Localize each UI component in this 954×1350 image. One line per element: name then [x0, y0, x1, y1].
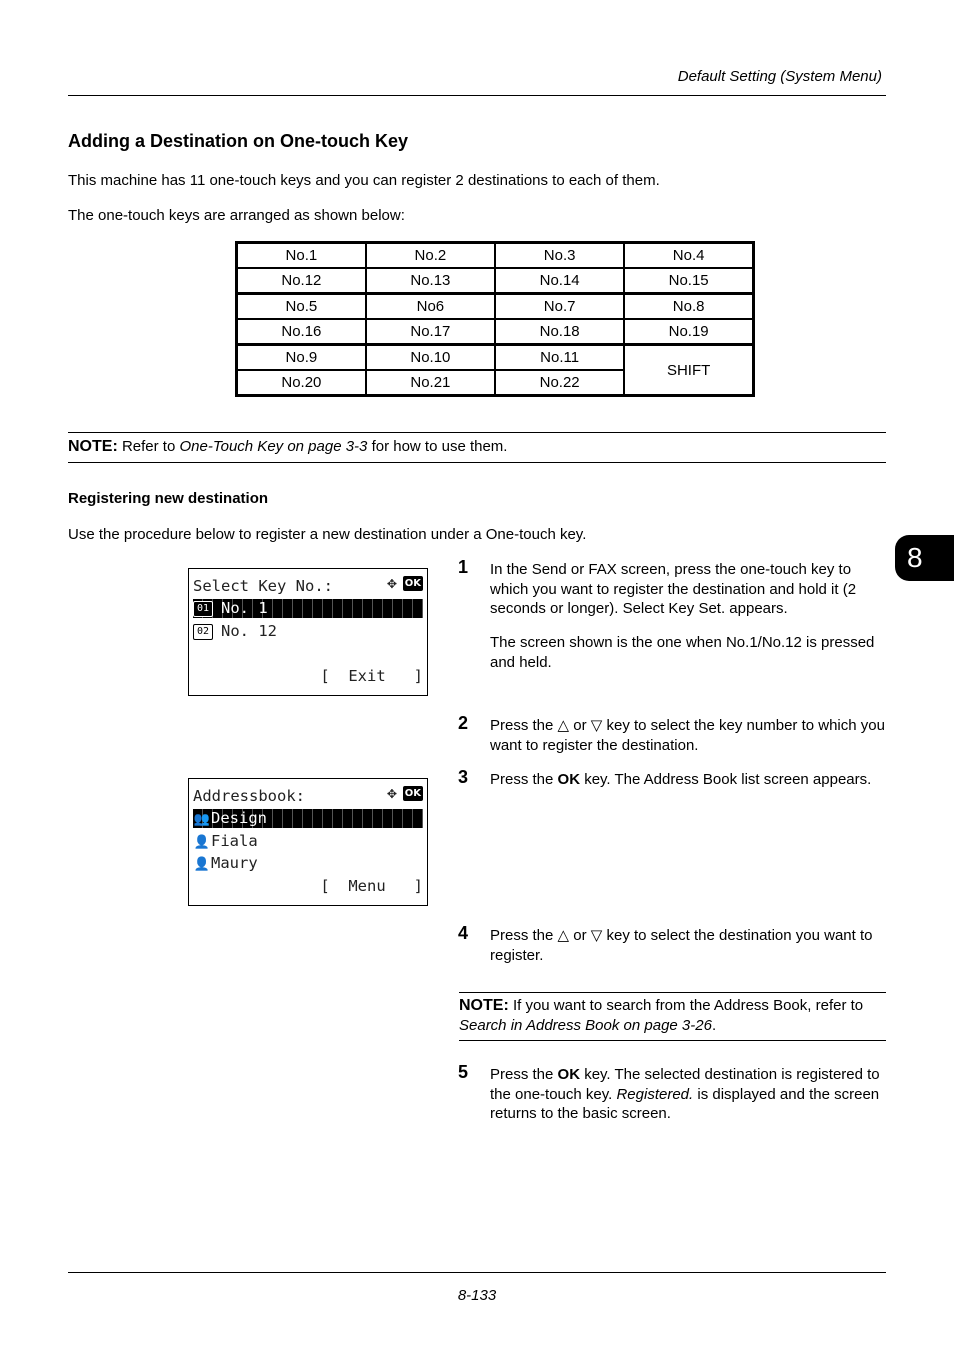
table-cell: No.21 — [366, 370, 495, 396]
step-text: is displayed and the screen returns to the basic screen. — [490, 1085, 880, 1122]
note-text: Refer to — [117, 438, 180, 455]
step-number: 5 — [458, 1062, 469, 1082]
list-item — [193, 599, 423, 618]
list-item-label: No. 1 — [221, 599, 268, 617]
down-key-icon: ▽ — [590, 927, 603, 944]
list-item-label: Design — [211, 809, 267, 827]
step-text: or — [569, 927, 591, 944]
table-cell: No.7 — [495, 294, 624, 320]
step-3-text — [490, 770, 886, 790]
step-text: Press the — [490, 717, 558, 734]
ok-key-label: OK — [557, 1066, 581, 1083]
list-item-label: Maury — [211, 854, 258, 872]
subsection-intro: Use the procedure below to register a new destination under a One-touch key. — [68, 526, 587, 543]
key-number-badge: 02 — [193, 624, 213, 640]
step-4-text — [490, 926, 886, 965]
table-cell: No.4 — [624, 243, 753, 269]
note-label: NOTE: — [68, 438, 118, 455]
chapter-tab: 8 — [895, 535, 954, 581]
list-item-label: Fiala — [211, 832, 258, 850]
ok-icon: OK — [404, 577, 421, 589]
ok-icon: OK — [404, 787, 421, 799]
note-refer-one-touch — [68, 437, 507, 457]
table-cell: No.1 — [237, 243, 366, 269]
note-label: NOTE: — [459, 997, 509, 1014]
ok-key-label: OK — [557, 771, 581, 788]
table-cell: No.19 — [624, 319, 753, 345]
table-cell: No.3 — [495, 243, 624, 269]
exit-softkey: [ Exit ] — [320, 667, 423, 685]
step-text: key to select the key number to which you want to register the destination. — [490, 717, 885, 754]
down-key-icon: ▽ — [590, 717, 603, 734]
table-cell: No.11 — [495, 345, 624, 371]
up-key-icon: △ — [557, 717, 570, 734]
lcd-screen-addressbook — [188, 778, 428, 906]
note-address-book-search — [459, 996, 886, 1035]
table-cell: No.13 — [366, 268, 495, 294]
table-row — [237, 345, 754, 371]
step-1-text: In the Send or FAX screen, press the one-touch key to which you want to register the destination and hold it (2 seconds or longer). Select Key Set. appears. — [490, 561, 857, 617]
lcd-status-icons — [387, 785, 423, 801]
list-item — [193, 622, 423, 641]
table-cell: No.10 — [366, 345, 495, 371]
table-cell: No.12 — [237, 268, 366, 294]
table-cell: No.15 — [624, 268, 753, 294]
step-number: 4 — [458, 923, 469, 943]
note-rule-top — [459, 992, 886, 993]
registered-message: Registered. — [616, 1085, 694, 1103]
intro-paragraph-1: This machine has 11 one-touch keys and you can register 2 destinations to each of them. — [68, 172, 660, 189]
lcd-title: Select Key No.: — [193, 577, 333, 595]
table-row — [237, 294, 754, 320]
note-rule-top — [68, 432, 886, 433]
table-cell: No.18 — [495, 319, 624, 345]
step-text: key to select the destination you want to register. — [490, 927, 873, 964]
table-cell: No.2 — [366, 243, 495, 269]
step-text: Press the — [490, 771, 558, 788]
key-number-badge: 01 — [193, 601, 213, 617]
table-cell: No.20 — [237, 370, 366, 396]
step-text: or — [569, 717, 591, 734]
step-text: key. The selected destination is registered to the one-touch key. — [490, 1066, 880, 1103]
step-text: Press the — [490, 1066, 558, 1083]
table-cell: No.14 — [495, 268, 624, 294]
lcd-status-icons — [387, 575, 423, 591]
up-key-icon: △ — [557, 927, 570, 944]
step-text: key. The Address Book list screen appears. — [580, 771, 872, 788]
note-text: for how to use them. — [367, 438, 508, 455]
step-2-text — [490, 716, 886, 755]
step-5-text — [490, 1065, 886, 1124]
group-icon: 👥 — [193, 812, 211, 827]
person-icon: 👤 — [193, 835, 211, 850]
lcd-title: Addressbook: — [193, 787, 305, 805]
subsection-title: Registering new destination — [68, 490, 269, 507]
cross-arrows-icon: ✥ — [387, 783, 397, 802]
list-item-label: No. 12 — [221, 622, 277, 640]
intro-paragraph-2: The one-touch keys are arranged as shown below: — [68, 207, 405, 224]
table-cell: No.17 — [366, 319, 495, 345]
table-cell: No.5 — [237, 294, 366, 320]
header-rule — [68, 95, 886, 96]
menu-softkey: [ Menu ] — [320, 877, 423, 895]
step-text: Press the — [490, 927, 558, 944]
table-cell: No.16 — [237, 319, 366, 345]
note-text: If you want to search from the Address Book, refer to — [508, 997, 864, 1014]
one-touch-keys-table — [235, 241, 755, 397]
table-row — [237, 319, 754, 345]
step-number: 2 — [458, 713, 469, 733]
list-item — [193, 832, 423, 851]
table-cell: No6 — [366, 294, 495, 320]
person-icon: 👤 — [193, 857, 211, 872]
note-rule-bottom — [68, 462, 886, 463]
list-item — [193, 854, 423, 873]
cross-reference: One-Touch Key on page 3-3 — [179, 438, 368, 455]
shift-cell: SHIFT — [624, 345, 753, 396]
table-cell: No.9 — [237, 345, 366, 371]
running-header: Default Setting (System Menu) — [677, 68, 882, 85]
lcd-screen-select-key — [188, 568, 428, 696]
footer-rule — [68, 1272, 886, 1273]
table-row — [237, 243, 754, 269]
cross-reference: Search in Address Book on page 3-26 — [459, 1016, 712, 1034]
page-number: 8-133 — [457, 1287, 497, 1304]
cross-arrows-icon: ✥ — [387, 573, 397, 592]
table-row — [237, 268, 754, 294]
note-text: . — [711, 1016, 717, 1034]
list-item — [193, 809, 423, 828]
step-number: 3 — [458, 767, 469, 787]
step-1-extra: The screen shown is the one when No.1/No.12 is pressed and held. — [490, 634, 875, 671]
section-title: Adding a Destination on One-touch Key — [68, 131, 409, 151]
table-cell: No.8 — [624, 294, 753, 320]
step-number: 1 — [458, 557, 469, 577]
table-cell: No.22 — [495, 370, 624, 396]
note-rule-bottom — [459, 1040, 886, 1041]
